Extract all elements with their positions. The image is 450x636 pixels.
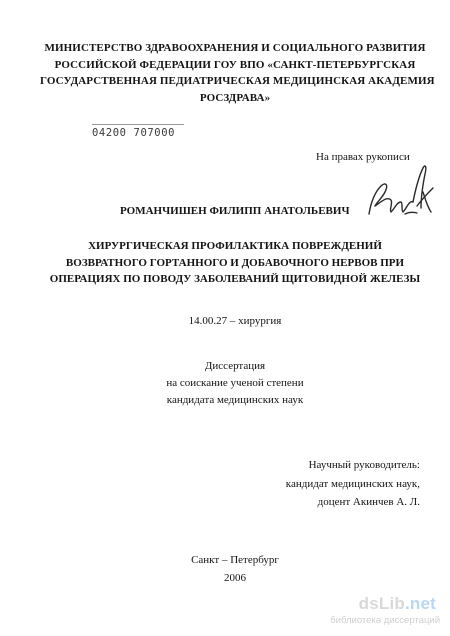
watermark-logo <box>359 594 436 614</box>
supervisor-line-2: кандидат медицинских наук, <box>285 477 420 490</box>
supervisor-line-3: доцент Акинчев А. Л. <box>317 496 420 508</box>
dslib-watermark <box>330 594 446 630</box>
place-and-year <box>40 551 430 587</box>
ministry-header <box>40 40 435 106</box>
scientific-supervisor <box>250 456 420 512</box>
header-line-1: МИНИСТЕРСТВО ЗДРАВООХРАНЕНИЯ И СОЦИАЛЬНОГО РАЗВИТИЯ <box>44 42 426 54</box>
author-name: РОМАНЧИШЕН ФИЛИПП АНАТОЛЬЕВИЧ <box>120 205 350 217</box>
header-line-2: РОССИЙСКОЙ ФЕДЕРАЦИИ ГОУ ВПО «САНКТ-ПЕТЕРБУРГСКАЯ <box>54 58 416 71</box>
degree-statement <box>40 358 430 409</box>
title-line-3: ОПЕРАЦИЯХ ПО ПОВОДУ ЗАБОЛЕВАНИЙ ЩИТОВИДНОЙ ЖЕЛЕЗЫ <box>49 273 421 285</box>
header-line-3: ГОСУДАРСТВЕННАЯ ПЕДИАТРИЧЕСКАЯ МЕДИЦИНСКАЯ АКАДЕМИЯ <box>40 75 435 87</box>
header-line-4: РОСЗДРАВА» <box>199 91 271 104</box>
handwritten-signature <box>365 162 435 224</box>
city: Санкт – Петербург <box>191 554 279 566</box>
library-stamp-number: 04200 707000 <box>92 127 176 139</box>
degree-line-3: кандидата медицинских наук <box>166 394 304 406</box>
specialty-code: 14.00.27 – хирургия <box>188 315 282 327</box>
degree-line-2: на соискание ученой степени <box>166 377 304 389</box>
title-line-1: ХИРУРГИЧЕСКАЯ ПРОФИЛАКТИКА ПОВРЕЖДЕНИЙ <box>88 240 382 252</box>
degree-line-1: Диссертация <box>204 360 266 372</box>
dissertation-title <box>40 238 430 288</box>
logo-text-part1: dsLib <box>358 594 405 613</box>
title-line-2: ВОЗВРАТНОГО ГОРТАННОГО И ДОБАВОЧНОГО НЕРВОВ ПРИ <box>65 256 405 269</box>
year: 2006 <box>224 572 246 584</box>
rights-note: На правах рукописи <box>316 151 410 163</box>
watermark-subtitle: библиотека диссертаций <box>330 615 440 626</box>
stamp-line <box>92 124 184 125</box>
logo-text-part2: .net <box>404 594 436 613</box>
supervisor-line-1: Научный руководитель: <box>308 459 420 471</box>
